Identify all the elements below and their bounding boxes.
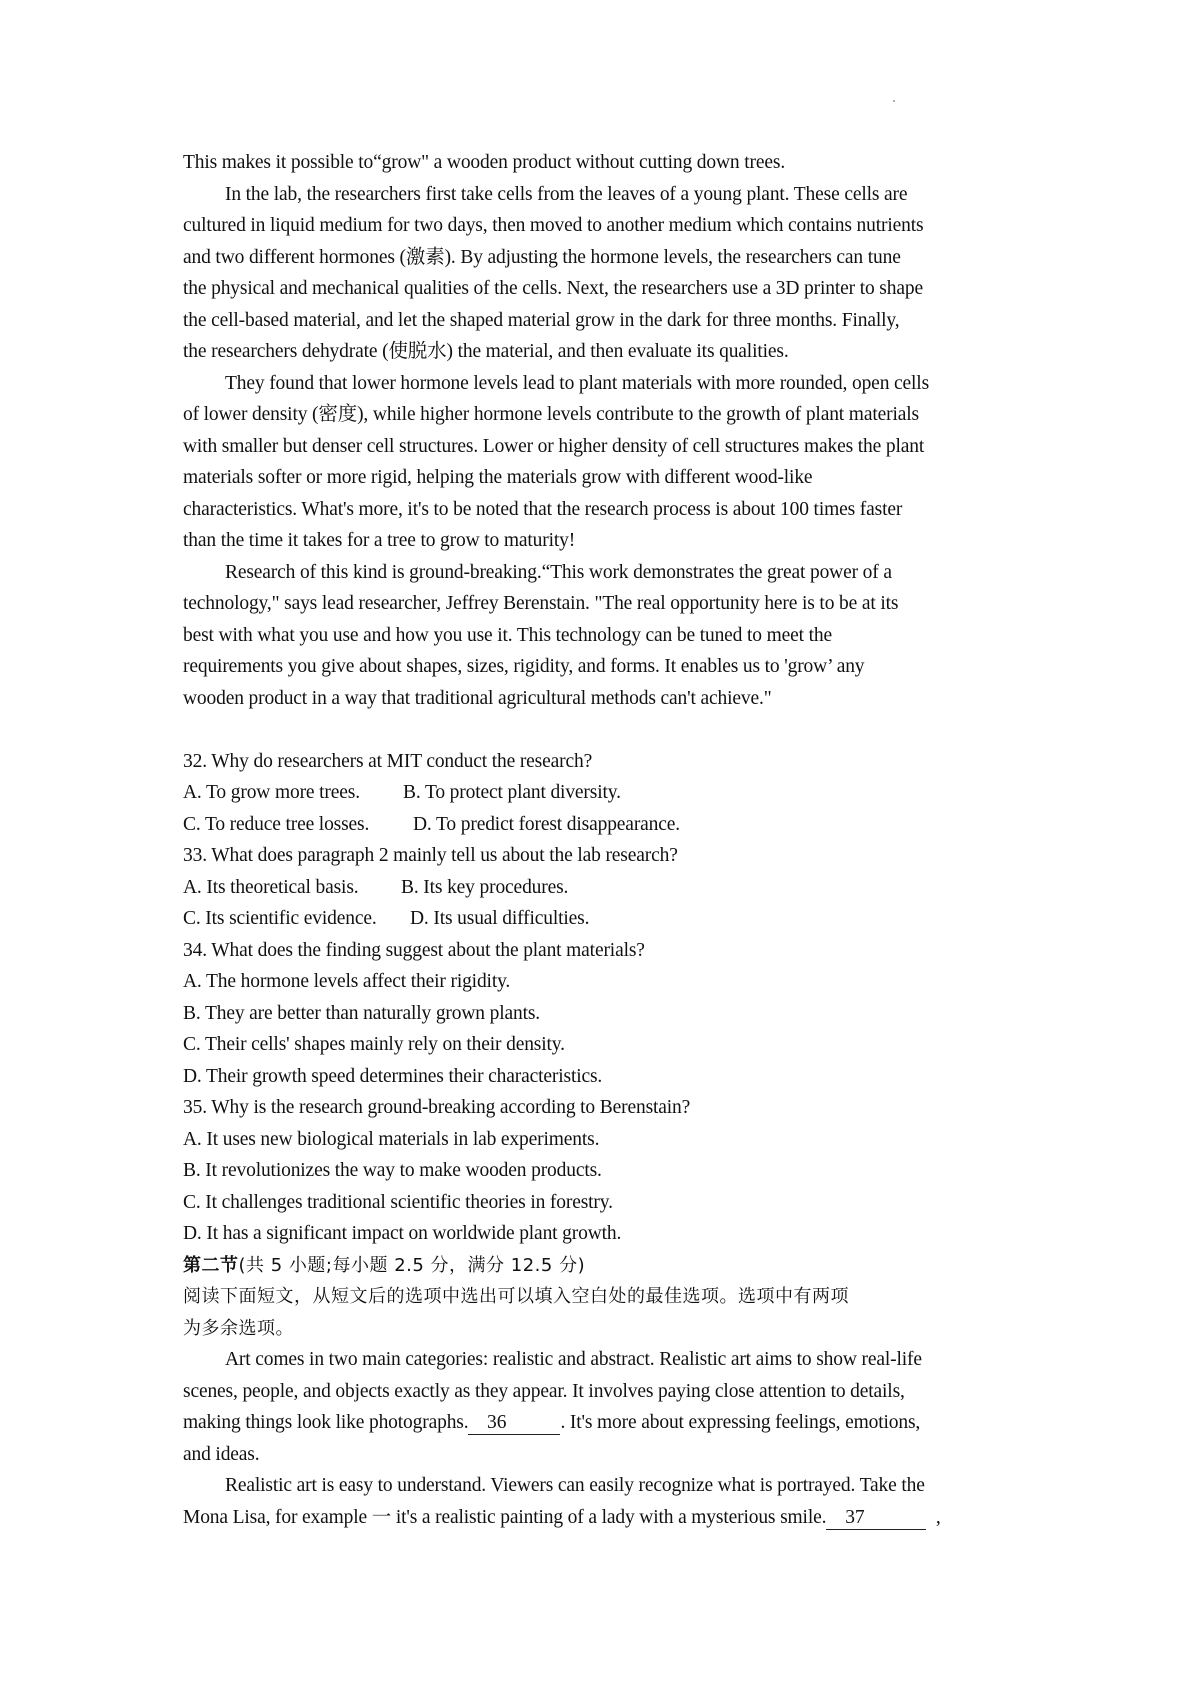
question-32 <box>183 746 1013 841</box>
section-2 <box>183 1250 1013 1534</box>
option-row <box>183 903 1013 935</box>
option-c[interactable]: C. It challenges traditional scientific theories in forestry. <box>183 1191 613 1213</box>
passage-line-with-blank <box>183 1502 1013 1534</box>
scan-speck <box>893 100 895 102</box>
section-heading-scoring: (共 5 小题;每小题 2.5 分，满分 12.5 分) <box>238 1254 586 1276</box>
blank-number: 36 <box>486 1412 507 1433</box>
passage-line: In the lab, the researchers first take cells from the leaves of a young plant. These cells are <box>225 183 908 205</box>
passage-line: best with what you use and how you use it. This technology can be tuned to meet the <box>183 624 832 646</box>
option-a[interactable]: A. Its theoretical basis. <box>183 876 359 898</box>
question-35 <box>183 1092 1013 1250</box>
passage-line: Research of this kind is ground-breaking.“This work demonstrates the great power of a <box>225 561 892 583</box>
spacer <box>183 714 1013 746</box>
passage-line: than the time it takes for a tree to grow to maturity! <box>183 530 576 551</box>
option-row <box>183 777 1013 809</box>
option-a[interactable]: A. The hormone levels affect their rigidity. <box>183 971 511 992</box>
question-stem: 35. Why is the research ground-breaking according to Berenstain? <box>183 1097 691 1118</box>
passage-line: wooden product in a way that traditional agricultural methods can't achieve." <box>183 687 772 709</box>
paragraph-4 <box>183 557 1013 715</box>
option-d[interactable]: D. Its usual difficulties. <box>410 908 590 929</box>
question-stem: 33. What does paragraph 2 mainly tell us about the lab research? <box>183 845 678 866</box>
option-a[interactable]: A. To grow more trees. <box>183 782 360 803</box>
blank-number: 37 <box>845 1506 865 1528</box>
question-33 <box>183 840 1013 935</box>
section-heading-title: 第二节 <box>183 1254 239 1276</box>
passage-line: characteristics. What's more, it's to be noted that the research process is about 100 times faster <box>183 498 903 520</box>
passage-line: of lower density (密度), while higher hormone levels contribute to the growth of plant materials <box>183 404 919 425</box>
passage-line: the physical and mechanical qualities of the cells. Next, the researchers use a 3D printer to shape <box>183 278 923 299</box>
option-c[interactable]: C. Their cells' shapes mainly rely on their density. <box>183 1034 565 1055</box>
exam-page <box>183 147 1013 1533</box>
passage-line: materials softer or more rigid, helping the materials grow with different wood-like <box>183 467 813 488</box>
option-b[interactable]: B. They are better than naturally grown plants. <box>183 1002 541 1024</box>
question-stem: 32. Why do researchers at MIT conduct the research? <box>183 750 593 772</box>
section-instruction: 阅读下面短文，从短文后的选项中选出可以填入空白处的最佳选项。选项中有两项 <box>183 1286 849 1307</box>
passage-text: Mona Lisa, for example 一 it's a realistic painting of a lady with a mysterious smile. <box>183 1506 827 1528</box>
passage-line: Art comes in two main categories: realistic and abstract. Realistic art aims to show real-life <box>225 1349 922 1370</box>
passage-line-with-blank <box>183 1407 1013 1439</box>
passage-line: Realistic art is easy to understand. Viewers can easily recognize what is portrayed. Take the <box>225 1475 925 1496</box>
option-d[interactable]: D. To predict forest disappearance. <box>413 813 680 835</box>
passage-line: This makes it possible to“grow" a wooden product without cutting down trees. <box>183 152 786 173</box>
passage-line: and two different hormones (激素). By adjusting the hormone levels, the researchers can tune <box>183 246 901 268</box>
passage-text: making things look like photographs. <box>183 1412 469 1433</box>
passage-text: , <box>926 1506 941 1528</box>
option-c[interactable]: C. To reduce tree losses. <box>183 813 370 835</box>
option-d[interactable]: D. It has a significant impact on worldwide plant growth. <box>183 1223 622 1244</box>
option-a[interactable]: A. It uses new biological materials in lab experiments. <box>183 1128 600 1150</box>
option-b[interactable]: B. It revolutionizes the way to make wooden products. <box>183 1160 602 1181</box>
passage-line: technology," says lead researcher, Jeffrey Berenstain. "The real opportunity here is to be at its <box>183 593 899 614</box>
option-c[interactable]: C. Its scientific evidence. <box>183 908 377 929</box>
option-row <box>183 872 1013 904</box>
passage-text: . It's more about expressing feelings, emotions, <box>560 1412 921 1433</box>
option-d[interactable]: D. Their growth speed determines their characteristics. <box>183 1065 603 1087</box>
passage-line: the researchers dehydrate (使脱水) the material, and then evaluate its qualities. <box>183 341 789 362</box>
passage-line: They found that lower hormone levels lead to plant materials with more rounded, open cells <box>225 372 930 394</box>
section-instruction: 为多余选项。 <box>183 1317 294 1339</box>
passage-line: and ideas. <box>183 1443 260 1465</box>
passage-line: the cell-based material, and let the shaped material grow in the dark for three months. Finally, <box>183 309 900 331</box>
passage-line: requirements you give about shapes, sizes, rigidity, and forms. It enables us to 'grow’ any <box>183 656 865 677</box>
passage-line: cultured in liquid medium for two days, then moved to another medium which contains nutrients <box>183 215 924 236</box>
question-stem: 34. What does the finding suggest about the plant materials? <box>183 939 645 961</box>
passage-line: scenes, people, and objects exactly as they appear. It involves paying close attention to details, <box>183 1380 905 1402</box>
option-row <box>183 809 1013 841</box>
question-34 <box>183 935 1013 1093</box>
paragraph-3 <box>183 368 1013 557</box>
paragraph-2 <box>183 179 1013 368</box>
passage-line: with smaller but denser cell structures. Lower or higher density of cell structures makes the plant <box>183 435 925 457</box>
section-heading <box>183 1250 1013 1282</box>
option-b[interactable]: B. Its key procedures. <box>401 876 569 898</box>
option-b[interactable]: B. To protect plant diversity. <box>403 782 621 803</box>
blank-37[interactable] <box>826 1507 926 1530</box>
blank-36[interactable] <box>468 1412 560 1435</box>
